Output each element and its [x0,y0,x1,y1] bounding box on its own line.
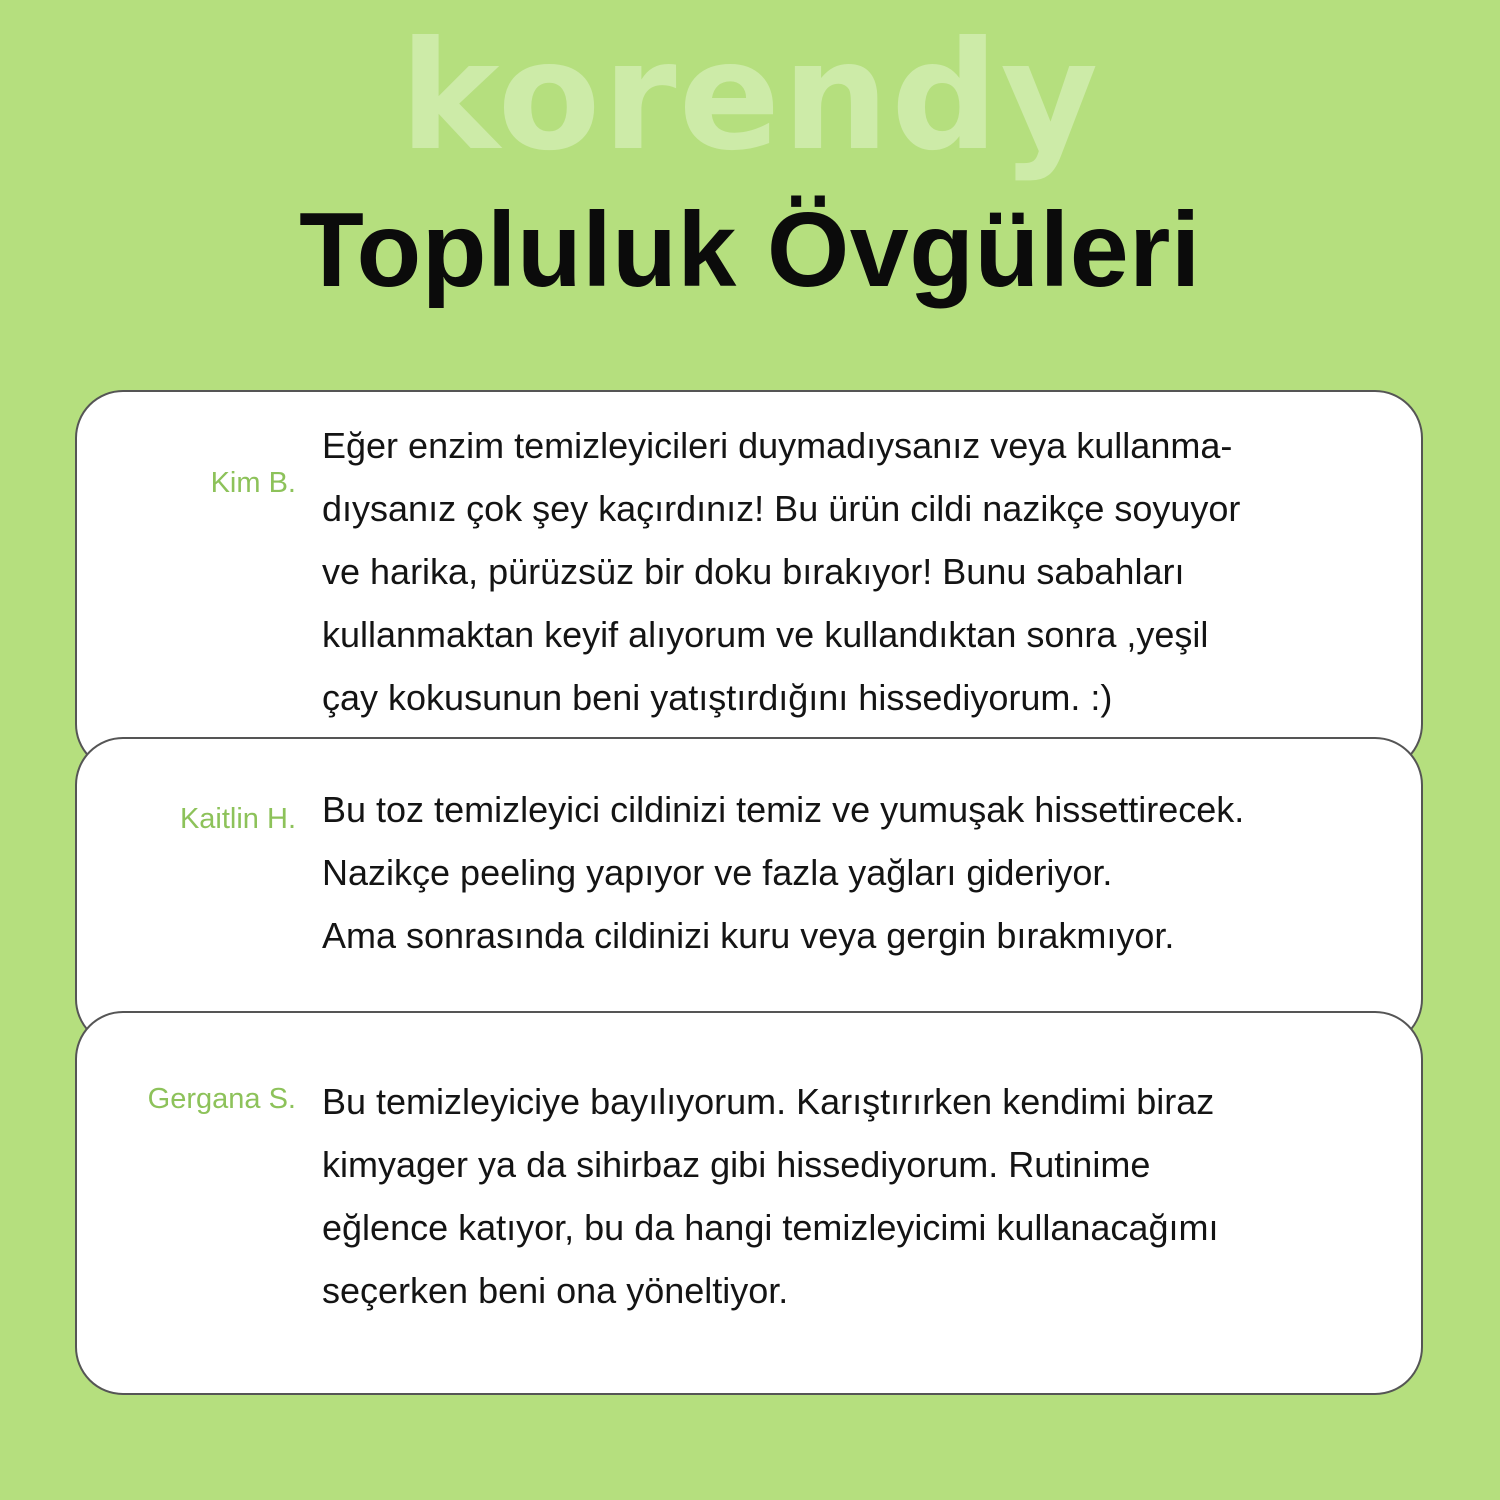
review-card-gergana [75,1011,1423,1395]
review-line: Ama sonrasında cildinizi kuru veya gergin bırakmıyor. [322,915,1175,956]
page-title: Topluluk Övgüleri [299,191,1201,309]
review-line: dıysanız çok şey kaçırdınız! Bu ürün cildi nazikçe soyuyor [322,488,1241,529]
review-line: ve harika, pürüzsüz bir doku bırakıyor! Bunu sabahları [322,551,1185,592]
review-line: Bu temizleyiciye bayılıyorum. Karıştırırken kendimi biraz [322,1081,1215,1122]
review-text [322,414,1421,729]
review-line: eğlence katıyor, bu da hangi temizleyicimi kullanacağımı [322,1207,1219,1248]
brand-logo: korendy [399,10,1101,184]
review-line: Bu toz temizleyici cildinizi temiz ve yumuşak hissettirecek. [322,789,1245,830]
review-author: Kaitlin H. [179,803,296,835]
review-line: kimyager ya da sihirbaz gibi hissediyorum. Rutinime [322,1144,1151,1185]
review-line: çay kokusunun beni yatıştırdığını hissediyorum. :) [322,677,1113,718]
review-author: Kim B. [210,467,296,499]
review-card-kaitlin [75,737,1423,1047]
review-line: seçerken beni ona yöneltiyor. [322,1270,789,1311]
review-line: Eğer enzim temizleyicileri duymadıysanız veya kullanma- [322,425,1233,466]
review-card-kim [75,390,1423,772]
review-line: kullanmaktan keyif alıyorum ve kullandıktan sonra ,yeşil [322,614,1209,655]
review-text [322,778,1421,967]
review-line: Nazikçe peeling yapıyor ve fazla yağları gideriyor. [322,852,1113,893]
review-author: Gergana S. [147,1083,296,1115]
review-text [322,1070,1421,1322]
